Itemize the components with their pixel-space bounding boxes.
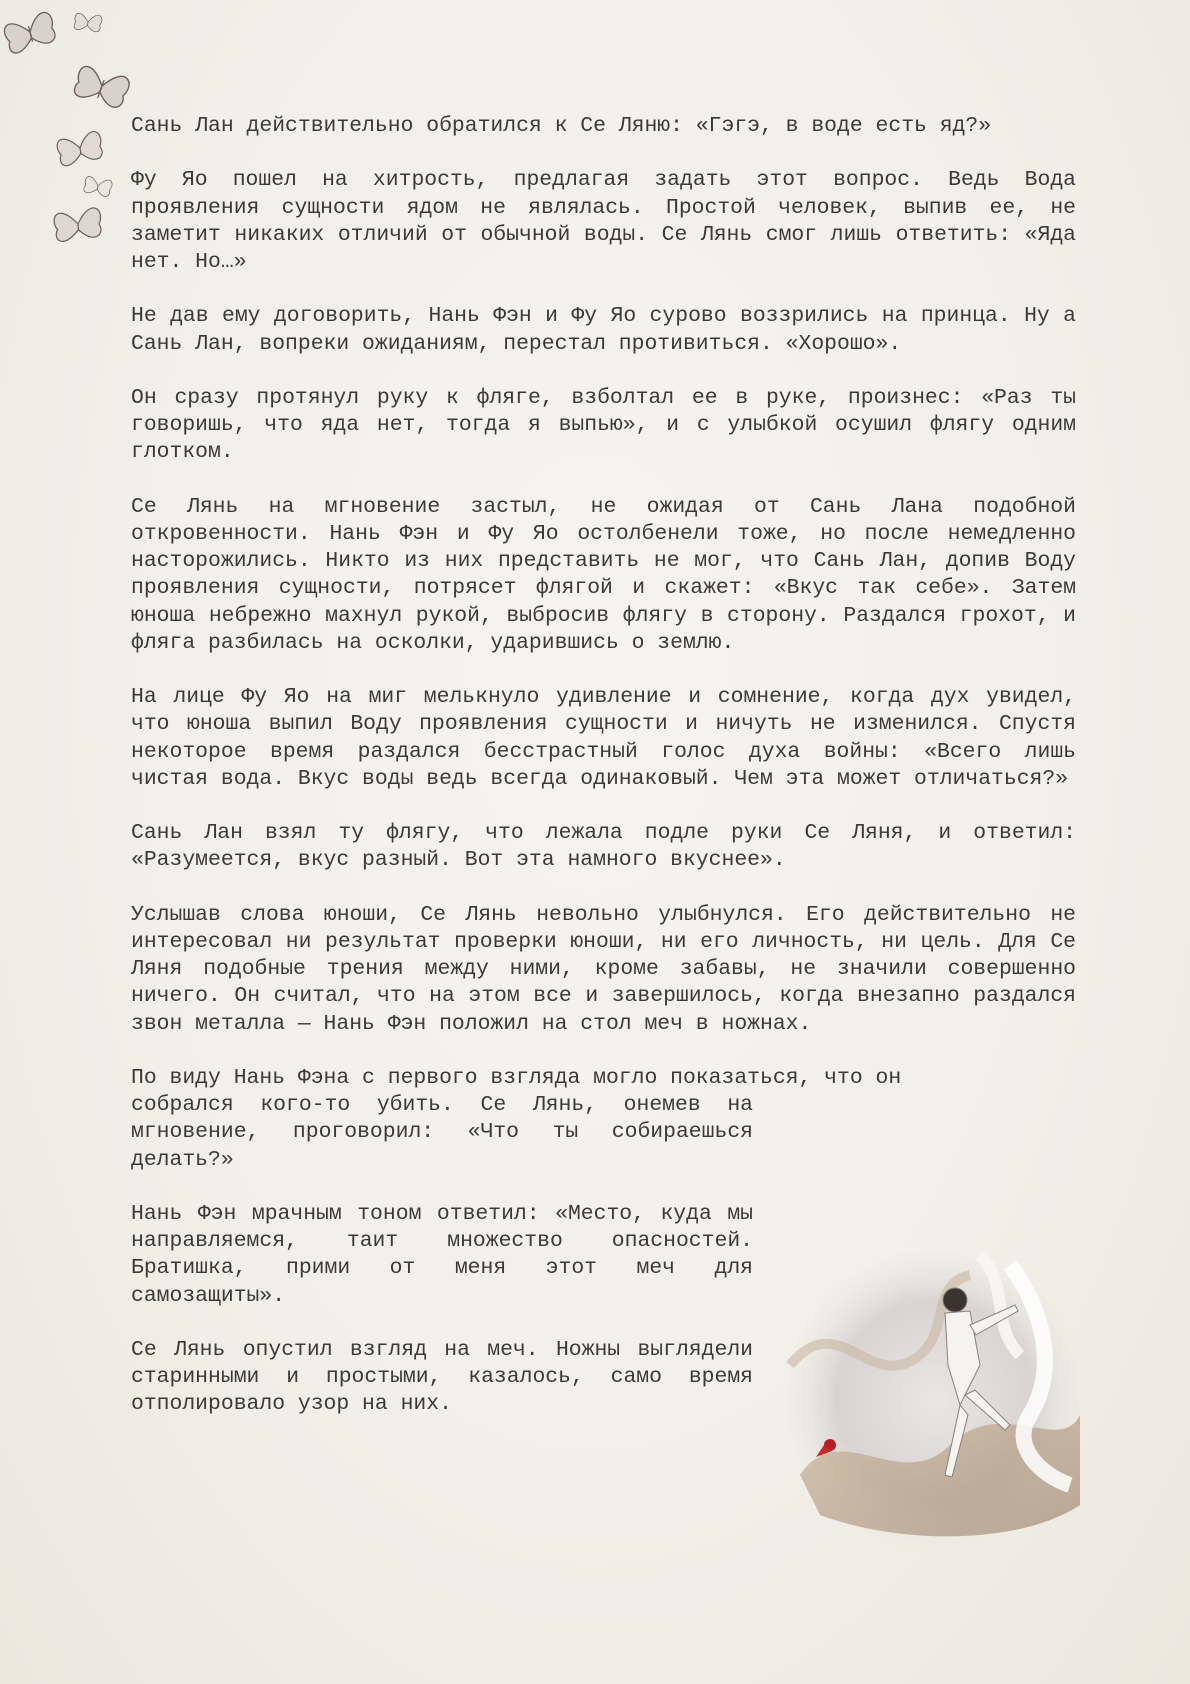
paragraph: Се Лянь опустил взгляд на меч. Ножны выглядели старинными и простыми, казалось, само время отполировало узор на них. xyxy=(131,1337,753,1417)
paragraph: Фу Яо пошел на хитрость, предлагая задать этот вопрос. Ведь Вода проявления сущности ядом не являлась. Простой человек, выпив ее, не заметит никаких отличий от обычной воды. Се Лянь смог лишь ответить: «Яда нет. Но…» xyxy=(131,168,1076,274)
butterfly-icon xyxy=(56,131,105,167)
paragraph: Не дав ему договорить, Нань Фэн и Фу Яо сурово воззрились на принца. Ну а Сань Лан, вопреки ожиданиям, перестал противиться. «Хорошо». xyxy=(131,304,1076,356)
paragraph: Нань Фэн мрачным тоном ответил: «Место, куда мы направляемся, таит множество опасностей. Братишка, прими от меня этот меч для самозащиты». xyxy=(131,1201,753,1308)
paragraph xyxy=(131,1065,1076,1174)
butterfly-icon xyxy=(53,207,102,242)
butterfly-icon xyxy=(73,11,103,33)
paragraph: Услышав слова юноши, Се Лянь невольно улыбнулся. Его действительно не интересовал ни результат проверки юноши, ни его личность, ни цель. Для Се Ляня подобные трения между ними, кроме забавы, не значили совершенно ничего. Он считал, что на этом все и завершилось, когда внезапно раздался звон металла — Нань Фэн положил на стол меч в ножнах. xyxy=(131,902,1076,1036)
butterfly-icon xyxy=(72,62,132,111)
paragraph: Се Лянь на мгновение застыл, не ожидая от Сань Лана подобной откровенности. Нань Фэн и Фу Яо остолбенели тоже, но после немедленно насторожились. Никто из них представить не мог, что Сань Лан, допив Воду проявления сущности, потрясет флягой и скажет: «Вкус так себе». Затем юноша небрежно махнул рукой, выбросив флягу в сторону. Раздался грохот, и фляга разбилась на осколки, ударившись о землю. xyxy=(131,494,1076,655)
butterfly-icon xyxy=(82,174,113,198)
butterfly-decoration xyxy=(0,0,150,260)
paragraph: На лице Фу Яо на миг мелькнуло удивление и сомнение, когда дух увидел, что юноша выпил Воду проявления сущности и ничуть не изменился. Спустя некоторое время раздался бесстрастный голос духа войны: «Всего лишь чистая вода. Вкус воды ведь всегда одинаковый. Чем эта может отличаться?» xyxy=(131,685,1076,791)
paragraph: Сань Лан взял ту флягу, что лежала подле руки Се Ляня, и ответил: «Разумеется, вкус разный. Вот эта намного вкуснее». xyxy=(131,821,1076,873)
paragraph-continuation: собрался кого-то убить. Се Лянь, онемев на мгновение, проговорил: «Что ты собираешься делать?» xyxy=(131,1093,753,1172)
butterfly-icon xyxy=(2,11,58,55)
paragraph: Сань Лан действительно обратился к Се Ляню: «Гэгэ, в воде есть яд?» xyxy=(131,114,992,138)
paragraph-first-line: По виду Нань Фэна с первого взгляда могло показаться, что он xyxy=(131,1065,902,1090)
paragraph: Он сразу протянул руку к фляге, взболтал ее в руке, произнес: «Раз ты говоришь, что яда нет, тогда я выпью», и с улыбкой осушил флягу одним глотком. xyxy=(131,385,1076,465)
illustration-image xyxy=(780,1245,1090,1555)
